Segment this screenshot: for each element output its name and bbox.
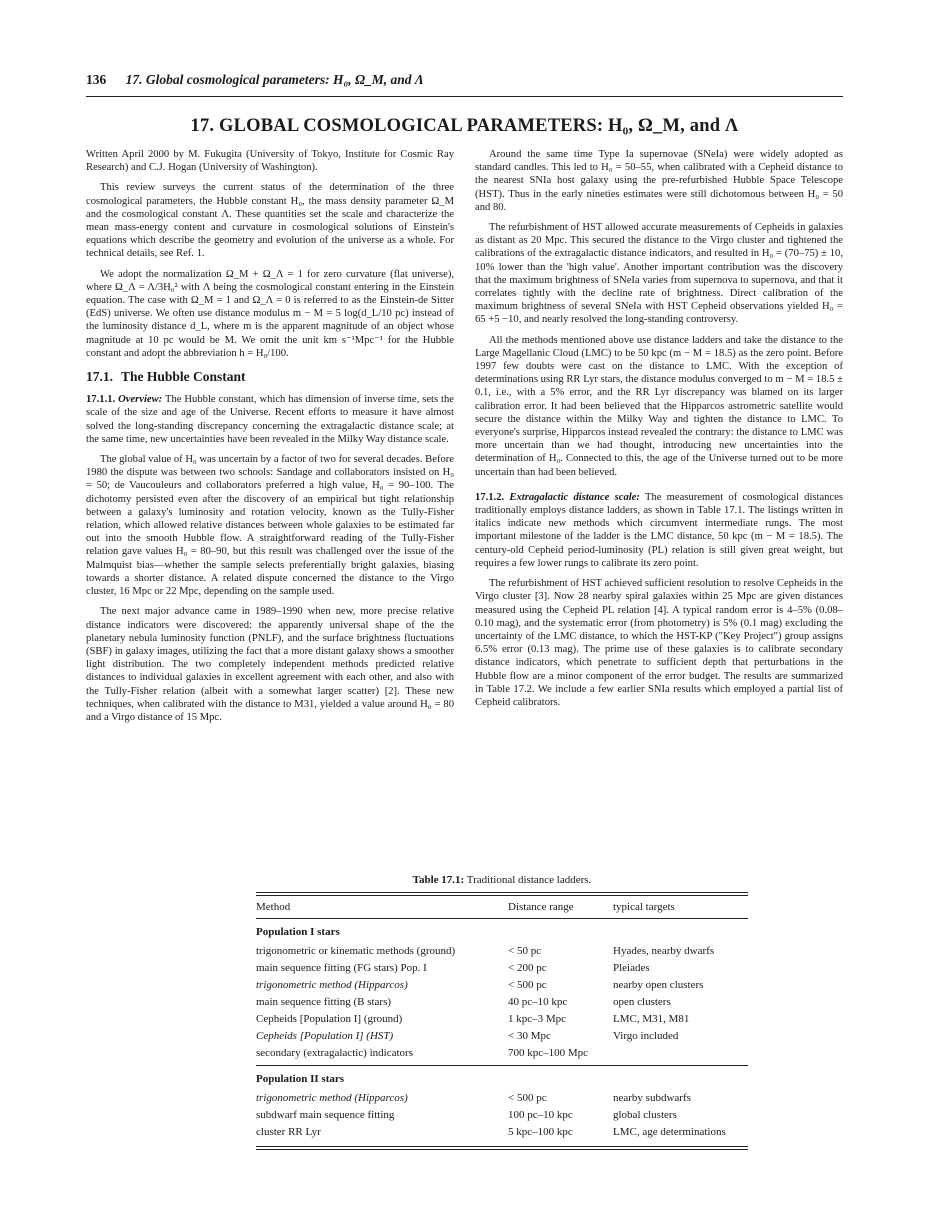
targets-cell bbox=[613, 1044, 748, 1061]
range-cell: < 200 pc bbox=[508, 961, 547, 974]
page-number: 136 bbox=[86, 72, 107, 87]
table-row bbox=[256, 1044, 748, 1061]
targets-cell: nearby subdwarfs bbox=[613, 1091, 691, 1104]
method-cell: main sequence fitting (B stars) bbox=[256, 995, 392, 1008]
left-column bbox=[86, 148, 454, 731]
table-row bbox=[256, 959, 748, 976]
table-header-row bbox=[256, 896, 748, 918]
cepheid-paragraph: The refurbishment of HST achieved sufficient resolution to resolve Cepheids in the Virgo cluster [3]. Now 28 nearby spiral galaxies within 25 Mpc are given distances measured using the Cepheid PL relation [4]. A typical random error is 4–5% (0.08–0.10 mag), and the systematic error (from photometry) is 5% (0.1 mag) excluding the uncertainty of the LMC distance, to which the HST-KP ("Key Project") group assigns 6.5% error (0.13 mag). The prime use of these galaxies is to calibrate secondary distance indicators, which penetrate to sufficient depth that perturbations in the Hubble flow are a minor component of the error budget. The results are summarized in Table 17.2. We include a few earlier SNIa results which employed a partial list of Cepheid calibrators. bbox=[475, 578, 843, 708]
running-title: 17. Global cosmological parameters: H₀, Ω_M, and Λ bbox=[125, 72, 424, 87]
advance-paragraph: The next major advance came in 1989–1990 when new, more precise relative distance indicators were discovered: the apparently universal shape of the the planetary nebula luminosity function (PNLF), and the surface brightness fluctuations (SBF) in galaxy images, utilizing the fact that a more distant galaxy shows a smoother light distribution. The two completely independent methods predicted relative distances to individual galaxies in excellent agreement with each other, and also with the Tully-Fisher relation (albeit with a somewhat larger scatter) [2]. These new techniques, when calibrated with the distance to M31, yielded a value around H₀ = 80 and a Virgo distance of 15 Mpc. bbox=[86, 606, 454, 723]
table-label: Table 17.1: bbox=[412, 874, 465, 886]
subsection-number: 17.1.2. bbox=[475, 491, 505, 503]
distance-ladder-table bbox=[256, 874, 748, 1150]
column-header: Distance range bbox=[508, 901, 574, 913]
table-row bbox=[256, 1027, 748, 1044]
chapter-title: 17. GLOBAL COSMOLOGICAL PARAMETERS: H₀, Ω_M, and Λ bbox=[190, 116, 739, 136]
table-row bbox=[256, 976, 748, 993]
table-row bbox=[256, 1089, 748, 1106]
range-cell: 700 kpc–100 Mpc bbox=[508, 1046, 589, 1059]
method-cell: trigonometric method (Hipparcos) bbox=[256, 1091, 408, 1104]
distance-scale-text: The measurement of cosmological distances traditionally employs distance ladders, as shown in Table 17.1. The listings written in italics indicate new methods which circumvent intermediate rungs. The most important milestone of the ladder is the LMC distance, 50 kpc (m − M = 18.5). The century-old Cepheid period-luminosity (PL) relation is still given great weight, but requires a few lower rungs to calibrate its zero point. bbox=[475, 491, 844, 569]
targets-cell: Virgo included bbox=[613, 1029, 679, 1042]
method-cell: cluster RR Lyr bbox=[256, 1125, 321, 1138]
subsection-title: Extragalactic distance scale: bbox=[509, 491, 640, 503]
method-cell: Cepheids [Population I] (ground) bbox=[256, 1012, 403, 1025]
normalization-paragraph: We adopt the normalization Ω_M + Ω_Λ = 1 for zero curvature (flat universe), where Ω_Λ = Λ/3H₀² with Λ being the cosmological constant entering in the Einstein equation. The case with Ω_M = 1 and Ω_Λ = 0 is referred to as the Einstein-de Sitter (EdS) universe. We often use distance modulus m − M = 5 log(d_L/10 pc) instead of the luminosity distance d_L, where m is the apparent magnitude of an object whose magnitude at 10 pc would be M. We omit the unit km s⁻¹Mpc⁻¹ for the Hubble constant and adopt the abbreviation h = H₀/100. bbox=[86, 268, 454, 359]
table-bottom-rule bbox=[256, 1146, 748, 1150]
method-cell: Cepheids [Population I] (HST) bbox=[256, 1029, 394, 1042]
running-header bbox=[86, 72, 424, 88]
group-header bbox=[256, 919, 748, 942]
byline: Written April 2000 by M. Fukugita (University of Tokyo, Institute for Cosmic Ray Research) and C.J. Hogan (University of Washington). bbox=[86, 149, 454, 174]
column-header: Method bbox=[256, 901, 291, 913]
overview-paragraph bbox=[86, 393, 454, 446]
table-row bbox=[256, 1010, 748, 1027]
lmc-paragraph: All the methods mentioned above use distance ladders and take the distance to the Large Magellanic Cloud (LMC) to be 50 kpc (m − M = 18.5) as the zero point. Before 1997 few doubts were cast on the distance to LMC. With the exception of determinations using RR Lyr stars, the distance modulus converged to m − M = 18.5 ± 0.1, i.e., with a 5% error, and the RR Lyr discrepancy was blamed on its larger calibration error. It had been believed that the Hipparcos astrometric satellite would secure the distance within the Milky Way and tighten the distance to LMC. To everyone's surprise, Hipparcos instead revealed the contrary: the distance to LMC was more uncertain than we had thought, introducing new uncertainties into the determination of H₀. Connected to this, the age of the Universe turned out to be more uncertain than had been believed. bbox=[475, 334, 843, 478]
method-cell: trigonometric or kinematic methods (ground) bbox=[256, 944, 456, 957]
table-row bbox=[256, 1106, 748, 1123]
targets-cell: nearby open clusters bbox=[613, 978, 704, 991]
column-header: typical targets bbox=[613, 901, 675, 913]
header-rule bbox=[86, 96, 843, 97]
method-cell: secondary (extragalactic) indicators bbox=[256, 1046, 413, 1059]
range-cell: < 500 pc bbox=[508, 1091, 547, 1104]
overview-text: The Hubble constant, which has dimension of inverse time, sets the scale of the size and age of the Universe. Recent efforts to measure it have almost solved the long-standing discrepancy concerning the extragalactic distance scale; at the same time, new uncertainties have been revealed in the Milky Way distance scale. bbox=[86, 394, 454, 445]
section-number: 17.1. bbox=[86, 369, 113, 385]
targets-cell: Hyades, nearby dwarfs bbox=[613, 944, 715, 957]
section-title: The Hubble Constant bbox=[121, 369, 246, 385]
method-cell: main sequence fitting (FG stars) Pop. I bbox=[256, 961, 427, 974]
method-cell: trigonometric method (Hipparcos) bbox=[256, 978, 408, 991]
right-column bbox=[475, 148, 843, 716]
range-cell: 5 kpc–100 kpc bbox=[508, 1125, 573, 1138]
targets-cell: LMC, age determinations bbox=[613, 1125, 726, 1138]
table-caption-text: Traditional distance ladders. bbox=[464, 874, 592, 886]
range-cell: 40 pc–10 kpc bbox=[508, 995, 568, 1008]
targets-cell: global clusters bbox=[613, 1108, 677, 1121]
range-cell: < 500 pc bbox=[508, 978, 547, 991]
method-cell: subdwarf main sequence fitting bbox=[256, 1108, 395, 1121]
targets-cell: Pleiades bbox=[613, 961, 650, 974]
range-cell: < 30 Mpc bbox=[508, 1029, 551, 1042]
range-cell: 1 kpc–3 Mpc bbox=[508, 1012, 567, 1025]
table-caption bbox=[256, 874, 748, 886]
subsection-number: 17.1.1. bbox=[86, 394, 116, 406]
snia-paragraph: Around the same time Type Ia supernovae (SNeIa) were widely adopted as standard candles. This led to H₀ = 50–55, when calibrated with a Cepheid distance to the nearest SNIa host galaxy using the pre-refurbished Hubble Space Telescope (HST). Thus in the early nineties estimates were still dichotomous between H₀ = 50 and 80. bbox=[475, 149, 843, 213]
history-paragraph: The global value of H₀ was uncertain by a factor of two for several decades. Before 1980 the dispute was between two schools: Sandage and collaborators insisted on H₀ = 50; de Vaucouleurs and collaborators preferred a high value, H₀ = 90–100. The dichotomy persisted even after the discovery of an empirical but tight relationship between a galaxy's luminosity and rotation velocity, known as the Tully-Fisher relation, which allowed relative distances between whole galaxies to be estimated far out into the smooth Hubble flow. A straightforward reading of the Tully-Fisher relation gave values H₀ = 80–90, but this result was challenged over the issue of the Malmquist bias—whether the sample selects preferentially bright galaxies, biasing towards a shorter distance. A related dispute concerned the distance to the Virgo cluster, 16 Mpc or 22 Mpc, depending on the sample used. bbox=[86, 454, 454, 598]
group-label: Population I stars bbox=[256, 926, 340, 938]
distance-scale-paragraph bbox=[475, 491, 843, 570]
targets-cell: open clusters bbox=[613, 995, 671, 1008]
range-cell: 100 pc–10 kpc bbox=[508, 1108, 573, 1121]
range-cell: < 50 pc bbox=[508, 944, 542, 957]
table-row bbox=[256, 993, 748, 1010]
group-label: Population II stars bbox=[256, 1073, 345, 1085]
group-header bbox=[256, 1066, 748, 1089]
subsection-title: Overview: bbox=[118, 394, 163, 406]
table-row bbox=[256, 942, 748, 959]
table-row bbox=[256, 1123, 748, 1140]
targets-cell: LMC, M31, M81 bbox=[613, 1012, 690, 1025]
intro-paragraph: This review surveys the current status of the determination of the three cosmological parameters, the Hubble constant H₀, the mass density parameter Ω_M and the cosmological constant Λ. These quantities set the scale and characterize the mean mass-energy content and curvature in cosmological solutions of Einstein's equations which describe the geometry and evolution of the universe as a whole. For technical details, see Ref. 1. bbox=[86, 182, 454, 260]
hst-paragraph: The refurbishment of HST allowed accurate measurements of Cepheids in galaxies as distant as 20 Mpc. This secured the distance to the Virgo cluster and tightened the calibrations of the extragalactic distance indicators, and resulted in H₀ = (70–75) ± 10, 10% lower than the 'high value'. Another important contribution was the discovery that the maximum brightness of SNeIa varies from supernova to supernova, and that it correlates tightly with the decline rate of brightness. Direct calibration of the maximum brightness of several SNeIa with HST Cepheid observations yielded H₀ = 65 +5 −10, and nearly resolved the long-standing controversy. bbox=[475, 222, 843, 326]
section-heading bbox=[86, 370, 454, 383]
